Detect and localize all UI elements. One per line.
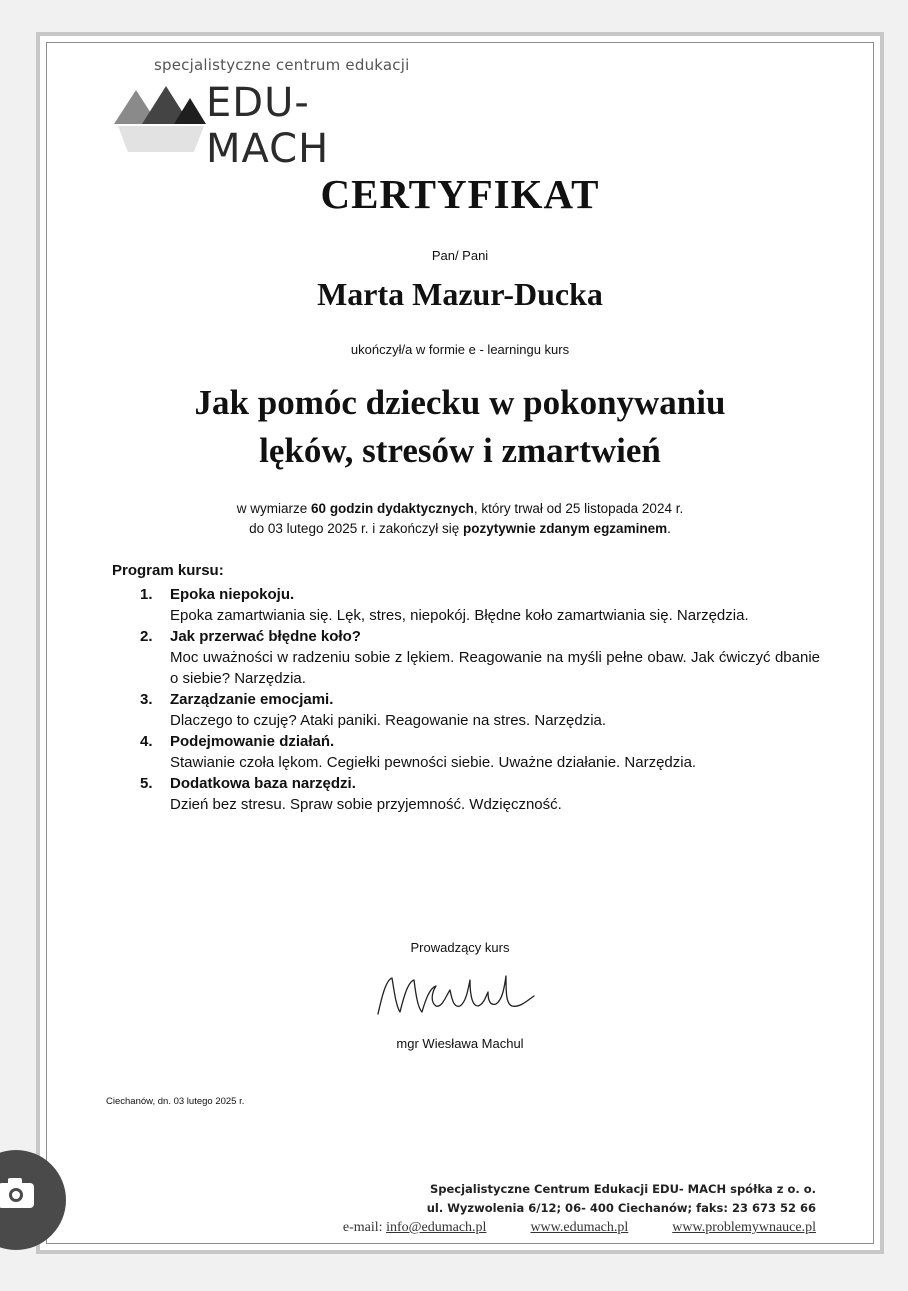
program-item-number: 4. (140, 733, 153, 750)
program-item (140, 689, 820, 731)
footer-links (343, 1218, 816, 1237)
footer (343, 1180, 816, 1237)
program-item-description: Stawianie czoła lękom. Cegiełki pewności siebie. Uważne działanie. Narzędzia. (170, 754, 697, 771)
course-title (40, 379, 880, 475)
course-details-line-2 (40, 519, 880, 539)
program-item-number: 1. (140, 586, 153, 603)
logo-tagline: specjalistyczne centrum edukacji (154, 56, 410, 74)
edu-mach-logo (114, 54, 424, 172)
program-item (140, 731, 820, 773)
website-link-problemywnauce[interactable]: www.problemywnauce.pl (672, 1220, 816, 1235)
course-details-line-1 (40, 499, 880, 519)
program-item-title: Podejmowanie działań. (170, 733, 335, 750)
program-item-number: 5. (140, 775, 153, 792)
website-link-edumach[interactable]: www.edumach.pl (530, 1220, 629, 1235)
exam-result: pozytywnie zdanym egzaminem (463, 521, 668, 536)
course-title-line-2: lęków, stresów i zmartwień (259, 431, 661, 470)
logo-wordmark: EDU-MACH (206, 80, 330, 172)
camera-icon (0, 1176, 36, 1210)
recipient-name: Marta Mazur-Ducka (317, 276, 603, 312)
certificate-frame (36, 32, 884, 1254)
program-item-description: Moc uważności w radzeniu sobie z lękiem. Reagowanie na myśli pełne obaw. Jak ćwiczyć dbanie o siebie? Narzędzia. (170, 649, 820, 687)
program-item-title: Jak przerwać błędne koło? (170, 628, 361, 645)
program-item-number: 2. (140, 628, 153, 645)
course-hours: 60 godzin dydaktycznych (311, 501, 474, 516)
course-details (40, 499, 880, 539)
details-prefix: w wymiarze (236, 501, 312, 516)
salutation: Pan/ Pani (431, 248, 489, 263)
program-heading: Program kursu: (112, 562, 224, 579)
details-dates: , który trwał od 25 listopada 2024 r. (473, 501, 684, 516)
program-item-title: Zarządzanie emocjami. (170, 691, 334, 708)
completion-statement: ukończył/a w formie e - learningu kurs (350, 342, 570, 357)
details-end: do 03 lutego 2025 r. i zakończył się (249, 521, 464, 536)
program-item-description: Dzień bez stresu. Spraw sobie przyjemność. Wdzięczność. (170, 796, 562, 813)
program-item (140, 626, 820, 689)
program-item-title: Epoka niepokoju. (170, 586, 295, 603)
email-label: e-mail: (342, 1220, 383, 1235)
logo-mountain-icon (114, 76, 210, 154)
program-item-title: Dodatkowa baza narzędzi. (170, 775, 356, 792)
course-leader-label: Prowadzący kurs (410, 940, 510, 955)
place-and-date: Ciechanów, dn. 03 lutego 2025 r. (106, 1096, 245, 1107)
program-list (140, 584, 820, 815)
program-item (140, 773, 820, 815)
course-leader-name: mgr Wiesława Machul (396, 1036, 524, 1051)
certificate-title: CERTYFIKAT (320, 171, 600, 217)
email-link[interactable]: info@edumach.pl (386, 1220, 487, 1235)
handwritten-signature (370, 966, 550, 1026)
footer-address: ul. Wyzwolenia 6/12; 06- 400 Ciechanów; faks: 23 673 52 66 (426, 1201, 816, 1215)
program-item (140, 584, 820, 626)
program-item-number: 3. (140, 691, 153, 708)
program-item-description: Dlaczego to czuję? Ataki paniki. Reagowanie na stres. Narzędzia. (170, 712, 607, 729)
details-suffix: . (667, 521, 671, 536)
footer-company: Specjalistyczne Centrum Edukacji EDU- MACH spółka z o. o. (429, 1182, 816, 1196)
course-title-line-1: Jak pomóc dziecku w pokonywaniu (194, 383, 726, 422)
program-item-description: Epoka zamartwiania się. Lęk, stres, niepokój. Błędne koło zamartwiania się. Narzędzia. (170, 607, 749, 624)
